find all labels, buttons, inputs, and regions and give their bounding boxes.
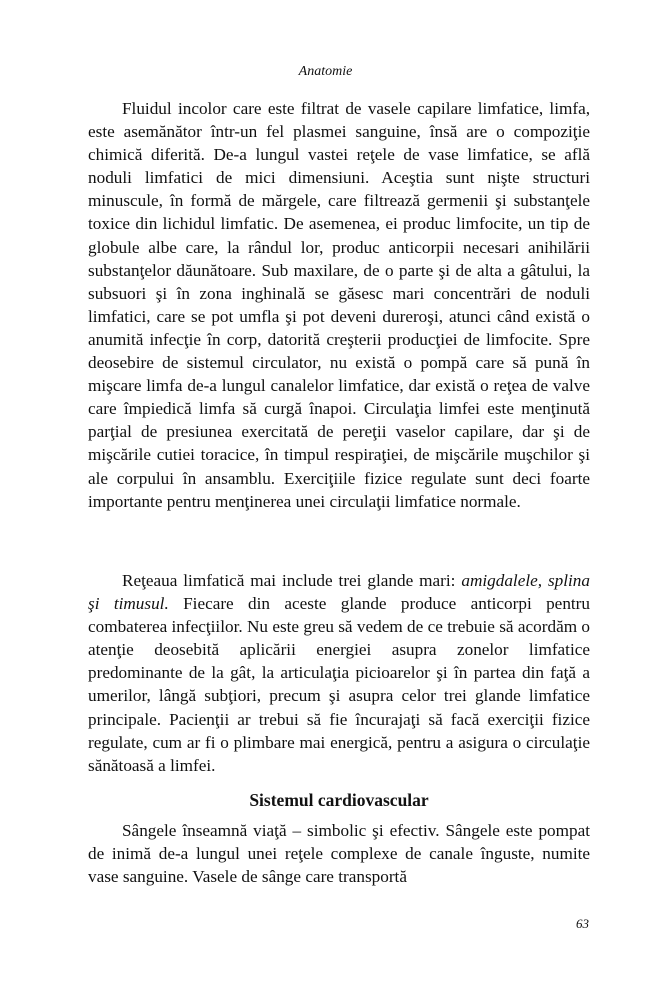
- body-text-block-3: [88, 819, 590, 888]
- paragraph-text-before: Reţeaua limfatică mai include trei glande mari:: [122, 571, 462, 590]
- paragraph-text-after: Fiecare din aceste glande produce anticorpi pentru combaterea infecţiilor. Nu este greu să vedem de ce trebuie să acordăm o atenţie deosebită aplicării energiei asupra zonelor limfatice predominante de la gât, la articulaţia picioarelor şi în partea din faţă a umerilor, lângă subţiori, precum şi asupra celor trei glande limfatice principale. Pacienţii ar trebui să fie încurajaţi să facă exerciţii fizice regulate, cum ar fi o plimbare mai energică, pentru a asigura o circulaţie sănătoasă a limfei.: [88, 594, 590, 775]
- body-text-block-1: [88, 97, 590, 513]
- running-header: Anatomie: [298, 64, 353, 79]
- body-text-block-2: [88, 569, 590, 777]
- gland-names-italic: amigdalele, splina şi timusul.: [88, 571, 590, 614]
- paragraph-lymph-glands: [88, 569, 590, 777]
- page-number: 63: [576, 916, 589, 931]
- paragraph-lymph-fluid: Fluidul incolor care este filtrat de vasele capilare limfatice, limfa, este asemănător într-un fel plasmei sanguine, însă are o compoziţie chimică diferită. De-a lungul vastei reţele de vase limfatice, se află noduli limfatici de mici dimensiuni. Aceştia sunt nişte structuri minuscule, în formă de mărgele, care filtrează germenii şi substanţele toxice din lichidul limfatic. De asemenea, ei produc limfocite, un tip de globule albe care, la rândul lor, produc anticorpii necesari anihilării substanţelor dăunătoare. Sub maxilare, de o parte şi de alta a gâtului, la subsuori şi în zona inghinală se găsesc mari concentrări de noduli limfatici, care se pot umfla şi pot deveni dureroşi, atunci când există o anumită infecţie în corp, datorită creşterii producţiei de limfocite. Spre deosebire de sistemul circulator, nu există o pompă care să pună în mişcare limfa de-a lungul canalelor limfatice, dar există o reţea de valve care împiedică limfa să curgă înapoi. Circulaţia limfei este menţinută parţial de presiunea exercitată de pereţii vaselor capilare, dar şi de mişcările cutiei toracice, în timpul respiraţiei, de mişcările muşchilor şi ale corpului în ansamblu. Exerciţiile fizice regulate sunt deci foarte importante pentru menţinerea unei circulaţii limfatice normale.: [88, 99, 590, 511]
- paragraph-blood: Sângele înseamnă viaţă – simbolic şi efectiv. Sângele este pompat de inimă de-a lungul unei reţele complexe de canale înguste, numite vase sanguine. Vasele de sânge care transportă: [88, 821, 590, 887]
- section-heading: Sistemul cardiovascular: [249, 790, 429, 810]
